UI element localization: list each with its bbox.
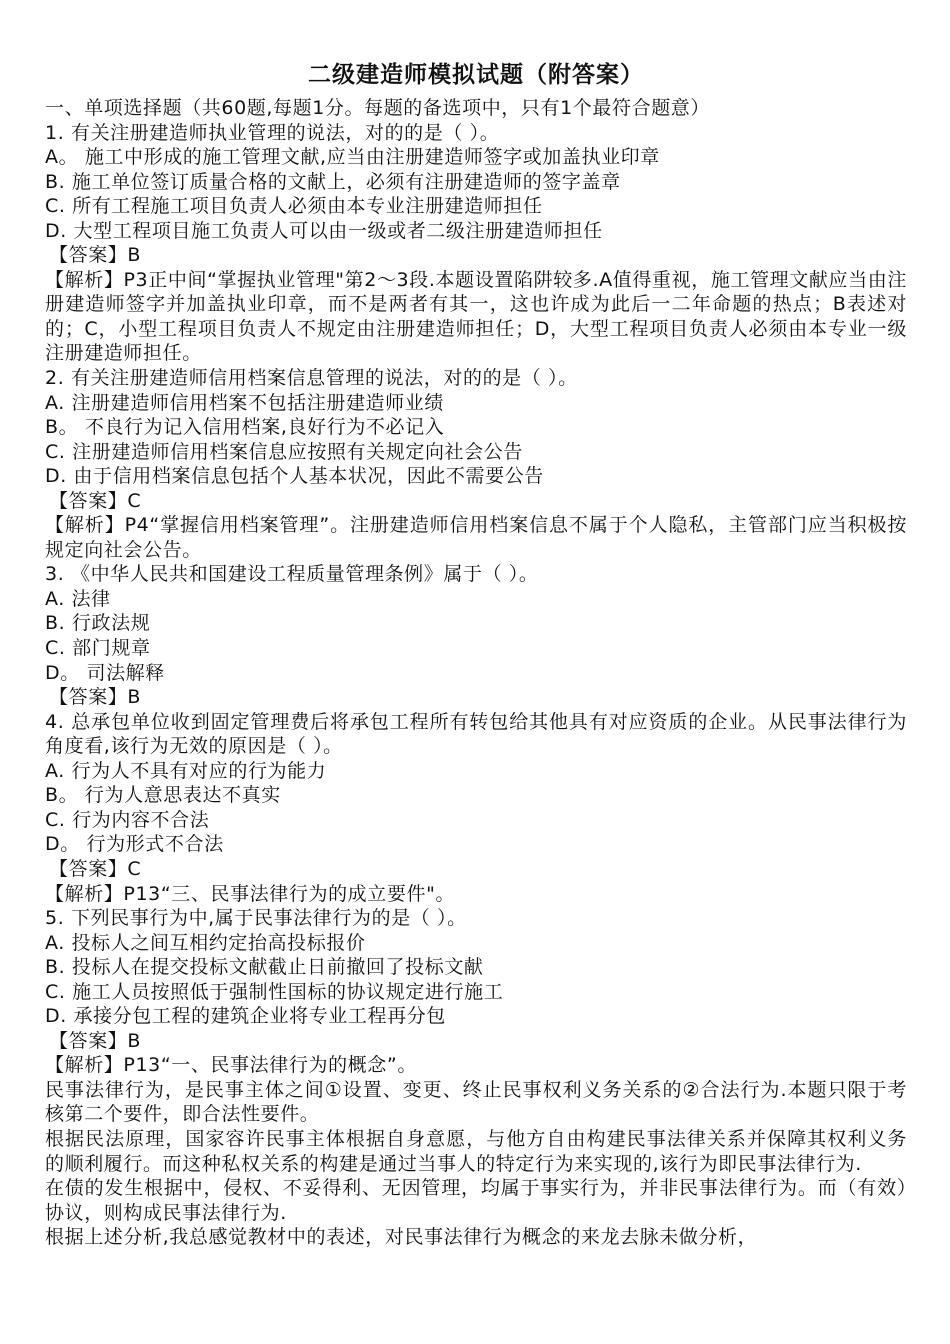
question-3-answer: 【答案】B: [49, 686, 142, 709]
question-5-option-b: B. 投标人在提交投标文献截止日前撤回了投标文献: [45, 956, 484, 979]
question-5-stem: 5. 下列民事行为中,属于民事法律行为的是（ ）。: [45, 907, 467, 930]
question-2-option-b: B。 不良行为记入信用档案,良好行为不必记入: [45, 416, 445, 439]
question-4-answer: 【答案】C: [49, 857, 142, 880]
question-1-option-b: B. 施工单位签订质量合格的文献上，必须有注册建造师的签字盖章: [45, 170, 621, 193]
question-4-option-b: B。 行为人意思表达不真实: [45, 784, 281, 807]
question-3-option-b: B. 行政法规: [45, 612, 151, 635]
question-1-analysis: 【解析】P3正中间“掌握执业管理"第2～3段.本题设置陷阱较多.A值得重视，施工管理文献应当由注册建造师签字并加盖执业印章，而不是两者有其一，这也许成为此后一二年命题的热点；B表述对的；C，小型工程项目负责人不规定由注册建造师担任；D，大型工程项目负责人必须由本专业一级注册建造师担任。: [45, 268, 907, 365]
question-5-paragraph-1: 民事法律行为，是民事主体之间①设置、变更、终止民事权利义务关系的②合法行为.本题只限于考核第二个要件，即合法性要件。: [45, 1078, 907, 1126]
question-5-answer: 【答案】B: [49, 1029, 142, 1052]
question-5-paragraph-2: 根据民法原理，国家容许民事主体根据自身意愿，与他方自由构建民事法律关系并保障其权利义务的顺利履行。而这种私权关系的构建是通过当事人的特定行为来实现的,该行为即民事法律行为.: [45, 1127, 907, 1175]
question-4-option-a: A. 行为人不具有对应的行为能力: [45, 759, 327, 782]
question-5-analysis: 【解析】P13“一、民事法律行为的概念”。: [45, 1054, 417, 1077]
question-2-option-d: D. 由于信用档案信息包括个人基本状况，因此不需要公告: [45, 465, 544, 488]
question-1-option-c: C. 所有工程施工项目负责人必须由本专业注册建造师担任: [45, 195, 543, 218]
question-1-option-a: A。 施工中形成的施工管理文献,应当由注册建造师签字或加盖执业印章: [45, 146, 660, 169]
question-5-paragraph-3: 在债的发生根据中，侵权、不妥得利、无因管理，均属于事实行为，并非民事法律行为。而（有效）协议，则构成民事法律行为.: [45, 1177, 907, 1224]
question-2-analysis: 【解析】P4“掌握信用档案管理”。注册建造师信用档案信息不属于个人隐私，主管部门应当积极按规定向社会公告。: [45, 514, 907, 561]
question-3-option-c: C. 部门规章: [45, 637, 151, 660]
question-3-stem: 3. 《中华人民共和国建设工程质量管理条例》属于（ ）。: [45, 563, 539, 586]
question-4-analysis: 【解析】P13“三、民事法律行为的成立要件"。: [45, 882, 456, 905]
document-title: 二级建造师模拟试题（附答案）: [308, 62, 644, 88]
question-1-stem: 1. 有关注册建造师执业管理的说法，对的的是（ ）。: [45, 121, 500, 144]
question-3-option-a: A. 法律: [45, 587, 111, 610]
document-page: [45, 58, 907, 1250]
section-heading: 一、单项选择题（共60题,每题1分。每题的备选项中，只有1个最符合题意）: [45, 97, 710, 119]
question-2-answer: 【答案】C: [49, 489, 142, 512]
question-5-option-a: A. 投标人之间互相约定抬高投标报价: [45, 931, 366, 954]
question-2-stem: 2. 有关注册建造师信用档案信息管理的说法，对的的是（ ）。: [45, 367, 578, 390]
question-5-option-d: D. 承接分包工程的建筑企业将专业工程再分包: [45, 1005, 446, 1028]
question-1-option-d: D. 大型工程项目施工负责人可以由一级或者二级注册建造师担任: [45, 219, 603, 242]
question-4-option-c: C. 行为内容不合法: [45, 808, 210, 831]
question-4-stem: 4. 总承包单位收到固定管理费后将承包工程所有转包给其他具有对应资质的企业。从民事法律行为角度看,该行为无效的原因是（ ）。: [45, 710, 907, 758]
question-1-answer: 【答案】B: [49, 244, 142, 267]
question-2-option-a: A. 注册建造师信用档案不包括注册建造师业绩: [45, 391, 444, 414]
question-4-option-d: D。 行为形式不合法: [45, 833, 224, 856]
question-2-option-c: C. 注册建造师信用档案信息应按照有关规定向社会公告: [45, 440, 523, 463]
question-5-option-c: C. 施工人员按照低于强制性国标的协议规定进行施工: [45, 980, 504, 1003]
question-5-paragraph-4: 根据上述分析,我总感觉教材中的表述，对民事法律行为概念的来龙去脉未做分析，: [45, 1226, 758, 1249]
question-3-option-d: D。 司法解释: [45, 661, 165, 684]
